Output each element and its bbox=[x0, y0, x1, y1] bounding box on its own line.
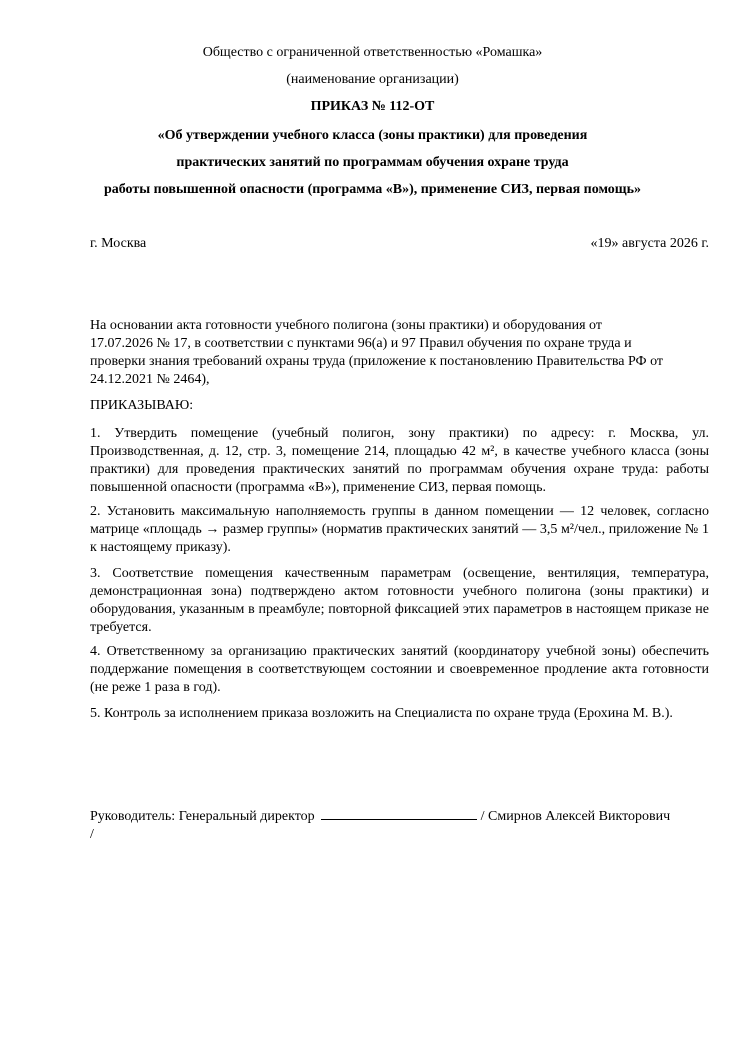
order-item-3: 3. Соответствие помещения качественным параметрам (освещение, вентиляция, температура, демонстрационная зона) подтверждено актом готовности учебного полигона (зоны практики) и оборудования, указанным в преамбуле; повторной фиксацией этих параметров в настоящем приказе не требуется. bbox=[90, 566, 709, 635]
order-item-4: 4. Ответственному за организацию практических занятий (координатору учебной зоны) обеспечить поддержание помещения в соответствующем состоянии и своевременное продление акта готовности (не реже 1 раза в год). bbox=[90, 644, 709, 695]
preamble-line: 24.12.2021 № 2464), bbox=[90, 372, 210, 387]
preamble-line: проверки знания требований охраны труда (приложение к постановлению Правительства РФ от bbox=[90, 354, 664, 369]
order-item-1: 1. Утвердить помещение (учебный полигон, зону практики) по адресу: г. Москва, ул. Производственная, д. 12, стр. 3, помещение 214, площадью 42 м², в качестве учебного класса (зоны практики) для проведения практических занятий по программам обучения охране труда: работы повышенной опасности (программа «В»), применение СИЗ, первая помощь. bbox=[90, 426, 709, 495]
signature-tail: / bbox=[90, 827, 94, 842]
signature-blank-line bbox=[321, 807, 477, 820]
order-date: «19» августа 2026 г. bbox=[590, 236, 709, 251]
place-date-row bbox=[90, 235, 709, 253]
order-item-5: 5. Контроль за исполнением приказа возложить на Специалиста по охране труда (Ерохина М. В.). bbox=[90, 706, 673, 721]
signature-block bbox=[90, 807, 709, 844]
order-word: ПРИКАЗЫВАЮ: bbox=[90, 398, 194, 413]
order-title-line-2: практических занятий по программам обучения охране труда bbox=[176, 155, 569, 170]
order-title-line-3: работы повышенной опасности (программа «В»), применение СИЗ, первая помощь» bbox=[103, 182, 642, 197]
organization-name: Общество с ограниченной ответственностью «Ромашка» bbox=[202, 45, 543, 60]
organization-caption: (наименование организации) bbox=[286, 72, 459, 87]
signer-name: / Смирнов Алексей Викторович bbox=[480, 809, 671, 824]
preamble bbox=[90, 317, 709, 389]
order-number: ПРИКАЗ № 112-ОТ bbox=[310, 99, 435, 114]
preamble-line: 17.07.2026 № 17, в соответствии с пунктами 96(а) и 97 Правил обучения по охране труда и bbox=[90, 336, 632, 351]
preamble-line: На основании акта готовности учебного полигона (зоны практики) и оборудования от bbox=[90, 318, 602, 333]
order-title-line-1: «Об утверждении учебного класса (зоны практики) для проведения bbox=[157, 128, 588, 143]
order-item-2: 2. Установить максимальную наполняемость группы в данном помещении — 12 человек, согласно матрице «площадь → размер группы» (норматив практических занятий — 3,5 м²/чел., приложение № 1 к настоящему приказу). bbox=[90, 504, 709, 555]
signer-position: Руководитель: Генеральный директор bbox=[90, 809, 315, 824]
city: г. Москва bbox=[90, 236, 147, 251]
